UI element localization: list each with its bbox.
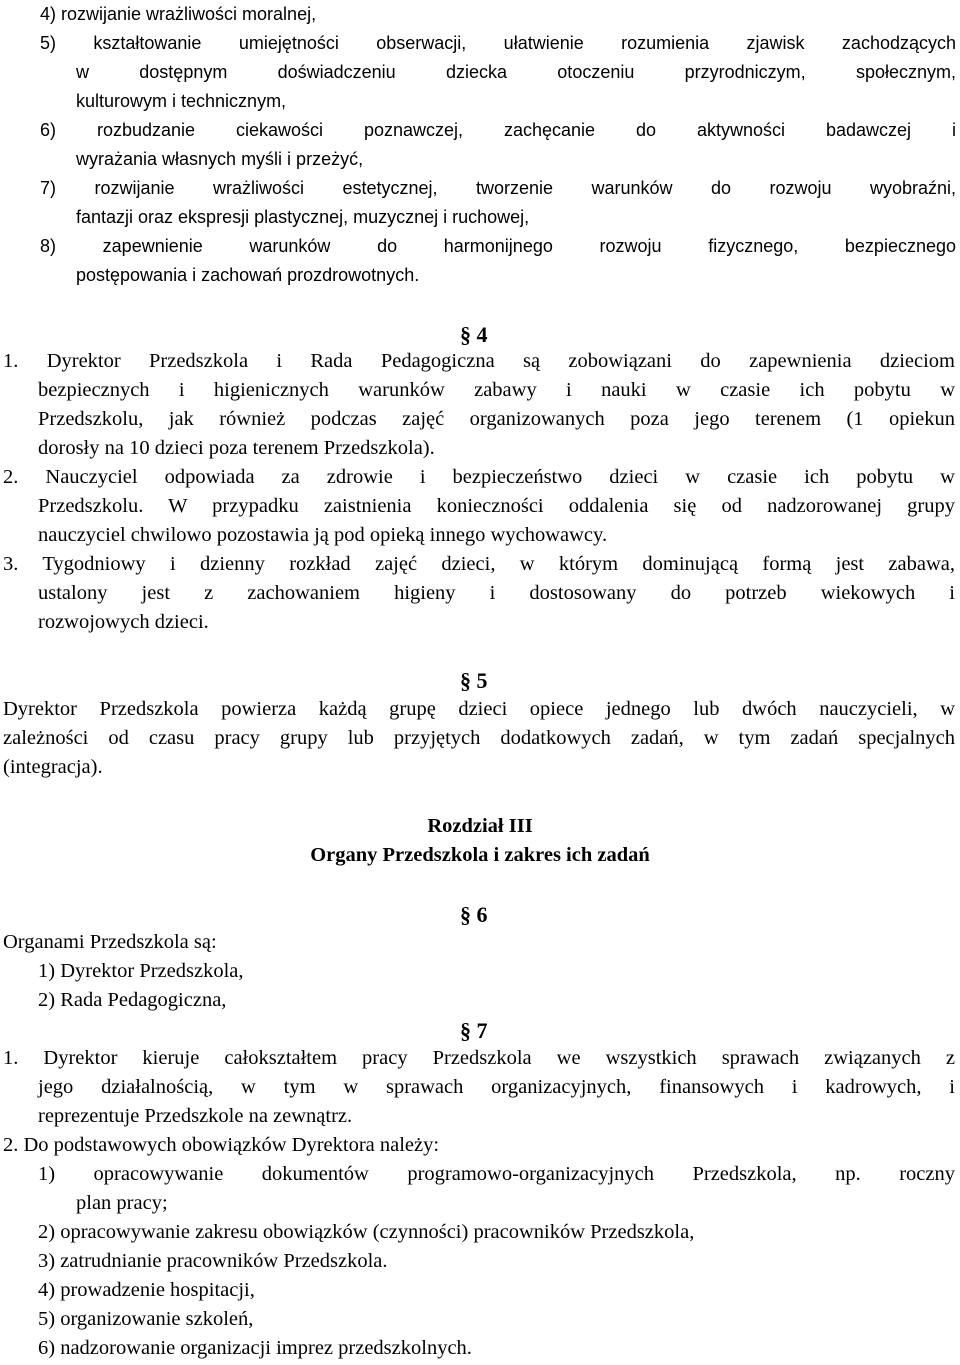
- paragraph-text: Przedszkolu, jak również podczas zajęć organizowanych poza jego terenem (1 opiekun: [38, 408, 955, 430]
- paragraph-text: jego działalnością, w tym w sprawach organizacyjnych, finansowych i kadrowych, i: [38, 1076, 955, 1098]
- paragraph-number: 4: [476, 322, 488, 347]
- list-item-continuation: fantazji oraz ekspresji plastycznej, muzycznej i ruchowej,: [76, 207, 530, 227]
- list-item-continuation: plan pracy;: [76, 1192, 168, 1214]
- paragraph-heading-4: [460, 320, 488, 349]
- section-sign: §: [460, 902, 471, 927]
- chapter-subtitle: Organy Przedszkola i zakres ich zadań: [310, 844, 650, 866]
- paragraph-text: 2. Do podstawowych obowiązków Dyrektora należy:: [3, 1134, 440, 1156]
- list-item: 8) zapewnienie warunków do harmonijnego rozwoju fizycznego, bezpiecznego: [40, 236, 956, 256]
- list-item: 2) Rada Pedagogiczna,: [38, 989, 227, 1011]
- list-item: 4) rozwijanie wrażliwości moralnej,: [40, 4, 317, 24]
- list-item-continuation: postępowania i zachowań prozdrowotnych.: [76, 265, 420, 285]
- list-item: 5) organizowanie szkoleń,: [38, 1308, 254, 1330]
- paragraph-text: reprezentuje Przedszkole na zewnątrz.: [38, 1105, 353, 1127]
- list-item-continuation: kulturowym i technicznym,: [76, 91, 287, 111]
- section-sign: §: [460, 1018, 471, 1043]
- list-item: 2) opracowywanie zakresu obowiązków (czynności) pracowników Przedszkola,: [38, 1221, 695, 1243]
- paragraph-text: ustalony jest z zachowaniem higieny i dostosowany do potrzeb wiekowych i: [38, 582, 955, 604]
- list-item: 1) opracowywanie dokumentów programowo-organizacyjnych Przedszkola, np. roczny: [38, 1163, 955, 1185]
- paragraph-text: 2. Nauczyciel odpowiada za zdrowie i bezpieczeństwo dzieci w czasie ich pobytu w: [3, 466, 955, 488]
- paragraph-text: rozwojowych dzieci.: [38, 611, 209, 633]
- paragraph-text: Organami Przedszkola są:: [3, 931, 217, 953]
- list-item-continuation: wyrażania własnych myśli i przeżyć,: [76, 149, 364, 169]
- paragraph-heading-6: [460, 900, 488, 929]
- section-sign: §: [460, 322, 471, 347]
- list-item-continuation: w dostępnym doświadczeniu dziecka otoczeniu przyrodniczym, społecznym,: [76, 62, 956, 82]
- paragraph-text: bezpiecznych i higienicznych warunków zabawy i nauki w czasie ich pobytu w: [38, 379, 955, 401]
- paragraph-text: nauczyciel chwilowo pozostawia ją pod opieką innego wychowawcy.: [38, 524, 608, 546]
- chapter-title: Rozdział III: [427, 815, 533, 837]
- paragraph-text: Dyrektor Przedszkola powierza każdą grupę dzieci opiece jednego lub dwóch nauczycieli, w: [3, 698, 955, 720]
- paragraph-text: zależności od czasu pracy grupy lub przyjętych dodatkowych zadań, w tym zadań specjalnych: [3, 727, 955, 749]
- list-item: 7) rozwijanie wrażliwości estetycznej, tworzenie warunków do rozwoju wyobraźni,: [40, 178, 956, 198]
- paragraph-text: dorosły na 10 dzieci poza terenem Przedszkola).: [38, 437, 435, 459]
- list-item: 6) nadzorowanie organizacji imprez przedszkolnych.: [38, 1337, 472, 1359]
- paragraph-text: 1. Dyrektor kieruje całokształtem pracy Przedszkola we wszystkich sprawach związanych z: [3, 1047, 955, 1069]
- section-sign: §: [460, 668, 471, 693]
- paragraph-text: 1. Dyrektor Przedszkola i Rada Pedagogiczna są zobowiązani do zapewnienia dzieciom: [3, 350, 955, 372]
- paragraph-number: 5: [476, 668, 488, 693]
- list-item: 6) rozbudzanie ciekawości poznawczej, zachęcanie do aktywności badawczej i: [40, 120, 956, 140]
- list-item: 5) kształtowanie umiejętności obserwacji, ułatwienie rozumienia zjawisk zachodzących: [40, 33, 956, 53]
- paragraph-heading-5: [460, 666, 488, 695]
- paragraph-text: (integracja).: [3, 756, 103, 778]
- paragraph-number: 6: [476, 902, 488, 927]
- paragraph-text: 3. Tygodniowy i dzienny rozkład zajęć dzieci, w którym dominującą formą jest zabawa,: [3, 553, 955, 575]
- list-item: 4) prowadzenie hospitacji,: [38, 1279, 255, 1301]
- paragraph-number: 7: [476, 1018, 488, 1043]
- list-item: 3) zatrudnianie pracowników Przedszkola.: [38, 1250, 388, 1272]
- paragraph-text: Przedszkolu. W przypadku zaistnienia konieczności oddalenia się od nadzorowanej grupy: [38, 495, 955, 517]
- paragraph-heading-7: [460, 1016, 488, 1045]
- list-item: 1) Dyrektor Przedszkola,: [38, 960, 244, 982]
